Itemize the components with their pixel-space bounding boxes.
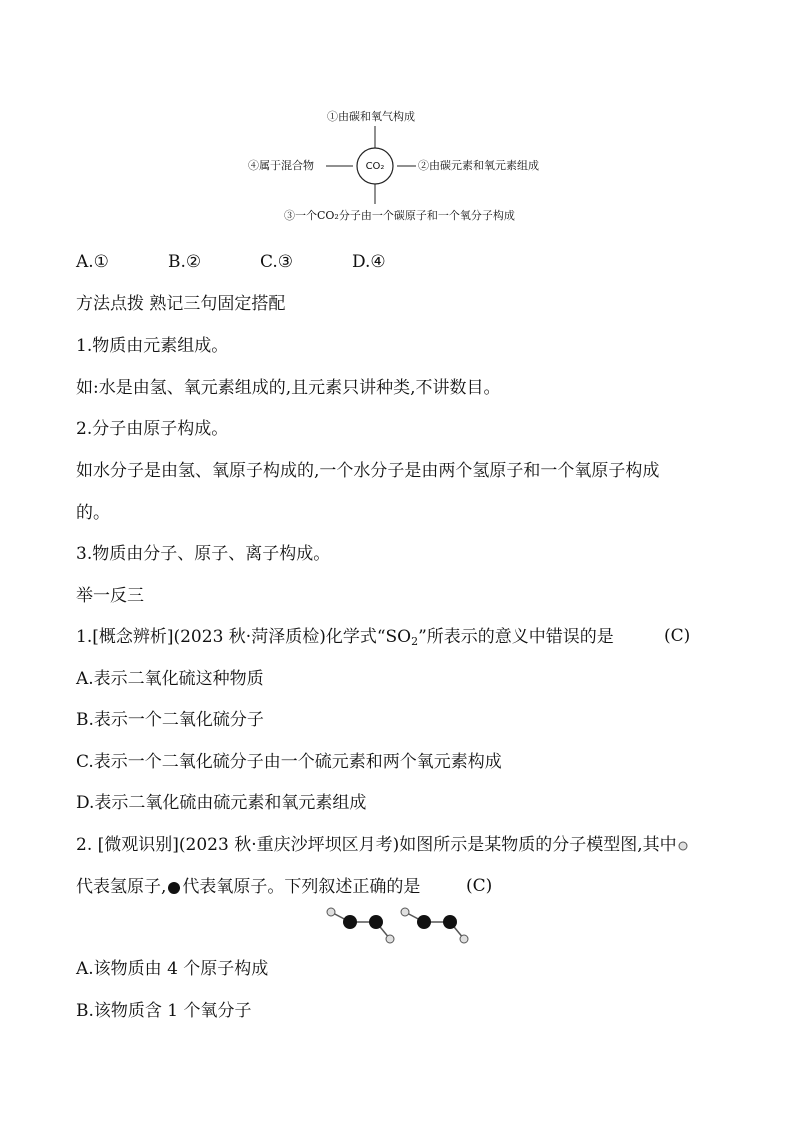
option-b: B.② — [168, 252, 202, 272]
method-point-2-example-line2: 的。 — [76, 503, 110, 523]
co2-meaning-diagram — [240, 104, 560, 228]
q1-stem-subscript: 2 — [411, 635, 419, 648]
q2-option-a: A.该物质由 4 个原子构成 — [76, 959, 269, 979]
oxygen-atom — [369, 915, 383, 929]
method-title: 方法点拨 熟记三句固定搭配 — [76, 294, 286, 314]
option-c: C.③ — [260, 252, 294, 272]
q2-stem-text-2a: 代表氢原子, — [76, 877, 167, 897]
practice-title: 举一反三 — [76, 586, 144, 606]
q2-stem-line2 — [76, 876, 420, 898]
q1-stem-post: ”所表示的意义中错误的是 — [418, 627, 614, 647]
option-d: D.④ — [352, 252, 386, 272]
hydrogen-atom — [327, 908, 335, 916]
q1-stem — [76, 626, 614, 653]
diagram-center-label: CO₂ — [365, 161, 385, 172]
oxygen-atom-icon — [167, 881, 181, 895]
oxygen-atom — [343, 915, 357, 929]
hydrogen-atom — [460, 935, 468, 943]
diagram-label-bottom: ③一个CO₂分子由一个碳原子和一个氧分子构成 — [284, 209, 515, 222]
hydrogen-atom — [401, 908, 409, 916]
q2-stem-line1 — [76, 834, 689, 856]
q1-option-a: A.表示二氧化硫这种物质 — [76, 669, 264, 689]
molecule-1 — [327, 908, 394, 943]
diagram-label-right: ②由碳元素和氧元素组成 — [418, 159, 539, 172]
hydrogen-atom — [386, 935, 394, 943]
q1-option-b: B.表示一个二氧化硫分子 — [76, 710, 264, 730]
molecule-2 — [401, 908, 468, 943]
q1-option-c: C.表示一个二氧化硫分子由一个硫元素和两个氧元素构成 — [76, 752, 502, 772]
q1-stem-pre: 1.[概念辨析](2023 秋·菏泽质检)化学式“SO — [76, 627, 412, 647]
q2-stem-text-1: 2. [微观识别](2023 秋·重庆沙坪坝区月考)如图所示是某物质的分子模型图,其中 — [76, 835, 677, 855]
option-a: A.① — [76, 252, 109, 272]
method-point-2-example-line1: 如水分子是由氢、氧原子构成的,一个水分子是由两个氢原子和一个氧原子构成 — [76, 461, 660, 481]
method-point-1-example: 如:水是由氢、氧元素组成的,且元素只讲种类,不讲数目。 — [76, 378, 501, 398]
molecule-model-figure — [322, 905, 474, 947]
q2-answer: (C) — [466, 876, 493, 896]
method-point-2: 2.分子由原子构成。 — [76, 419, 229, 439]
diagram-label-left: ④属于混合物 — [248, 159, 314, 172]
oxygen-atom — [443, 915, 457, 929]
q2-option-b: B.该物质含 1 个氧分子 — [76, 1001, 252, 1021]
hydrogen-atom-icon — [678, 841, 688, 851]
method-point-1: 1.物质由元素组成。 — [76, 336, 229, 356]
oxygen-atom — [417, 915, 431, 929]
q1-option-d: D.表示二氧化硫由硫元素和氧元素组成 — [76, 793, 367, 813]
q2-stem-text-2b: 代表氧原子。下列叙述正确的是 — [182, 877, 421, 897]
q1-answer: (C) — [664, 626, 691, 646]
diagram-label-top: ①由碳和氧气构成 — [327, 110, 415, 123]
method-point-3: 3.物质由分子、原子、离子构成。 — [76, 544, 331, 564]
